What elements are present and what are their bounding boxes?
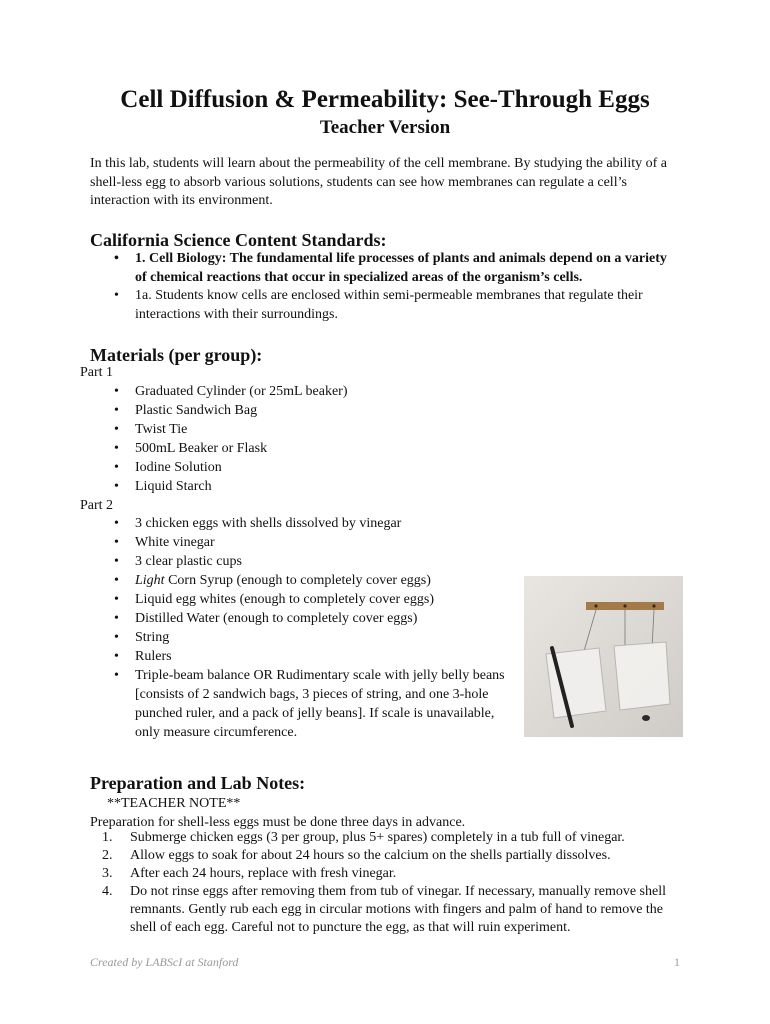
preparation-steps [80,829,680,937]
list-item: • Graduated Cylinder (or 25mL beaker) [114,384,348,399]
step-item: 1. Submerge chicken eggs (3 per group, plus 5+ spares) completely in a tub full of vinegar. [102,830,625,845]
page-subtitle: Teacher Version [319,117,451,138]
list-item: • String [114,630,170,645]
step-item: 2. Allow eggs to soak for about 24 hours so the calcium on the shells partially dissolves. [102,848,611,863]
standards-item: • 1a. Students know cells are enclosed within semi-permeable membranes that regulate their interactions with their surroundings. [114,288,643,322]
page-title: Cell Diffusion & Permeability: See-Through Eggs [120,86,650,113]
part2-label: Part 2 [80,498,114,513]
list-item: • White vinegar [114,535,215,550]
intro-paragraph: In this lab, students will learn about the permeability of the cell membrane. By studying the ability of a shell-less egg to absorb various solutions, students can see how membranes can regulate a cell’s interaction with its environment. [90,156,667,208]
list-item: • Triple-beam balance OR Rudimentary scale with jelly belly beans [consists of 2 sandwich bags, 3 pieces of string, and one 3-hole punched ruler, and a pack of jelly beans]. If scale is unavailable, only measure circumference. [114,668,505,740]
list-item: • Twist Tie [114,422,188,437]
part2-list [90,514,520,742]
list-item: • Iodine Solution [114,460,222,475]
jelly-bean [642,715,650,721]
preparation-heading: Preparation and Lab Notes: [90,773,306,793]
sandwich-bag [614,642,670,710]
standards-heading: California Science Content Standards: [90,230,387,250]
list-item: • Distilled Water (enough to completely cover eggs) [114,611,418,626]
scale-photo [524,576,683,737]
list-item: • Light Corn Syrup (enough to completely cover eggs) [114,573,431,588]
part1-list [90,382,510,496]
list-item: • Rulers [114,649,172,664]
teacher-note [80,795,680,832]
list-item: • 3 clear plastic cups [114,554,242,569]
list-item: • 3 chicken eggs with shells dissolved by vinegar [114,516,402,531]
italic-light: Light [135,573,165,588]
list-item: • Liquid Starch [114,479,212,494]
list-item: • Plastic Sandwich Bag [114,403,258,418]
standards-list [90,250,680,324]
list-item: • Liquid egg whites (enough to completely cover eggs) [114,592,434,607]
list-item: • 500mL Beaker or Flask [114,441,268,456]
teacher-note-text: Preparation for shell-less eggs must be done three days in advance. [90,814,466,830]
materials-heading: Materials (per group): [90,345,263,365]
footer-credit: Created by LABScI at Stanford [90,955,239,969]
page-number: 1 [674,955,680,969]
standards-item: • 1. Cell Biology: The fundamental life processes of plants and animals depend on a variety of chemical reactions that occur in specialized areas of the organism’s cells. [114,251,667,285]
part1-label: Part 1 [80,365,114,380]
step-item: 4. Do not rinse eggs after removing them from tub of vinegar. If necessary, manually remove shell remnants. Gently rub each egg in circular motions with fingers and palm of hand to remove the shell of each egg. Careful not to puncture the egg, as that will ruin experiment. [102,884,666,935]
teacher-note-label: **TEACHER NOTE** [107,796,241,811]
step-item: 3. After each 24 hours, replace with fresh vinegar. [102,866,397,881]
